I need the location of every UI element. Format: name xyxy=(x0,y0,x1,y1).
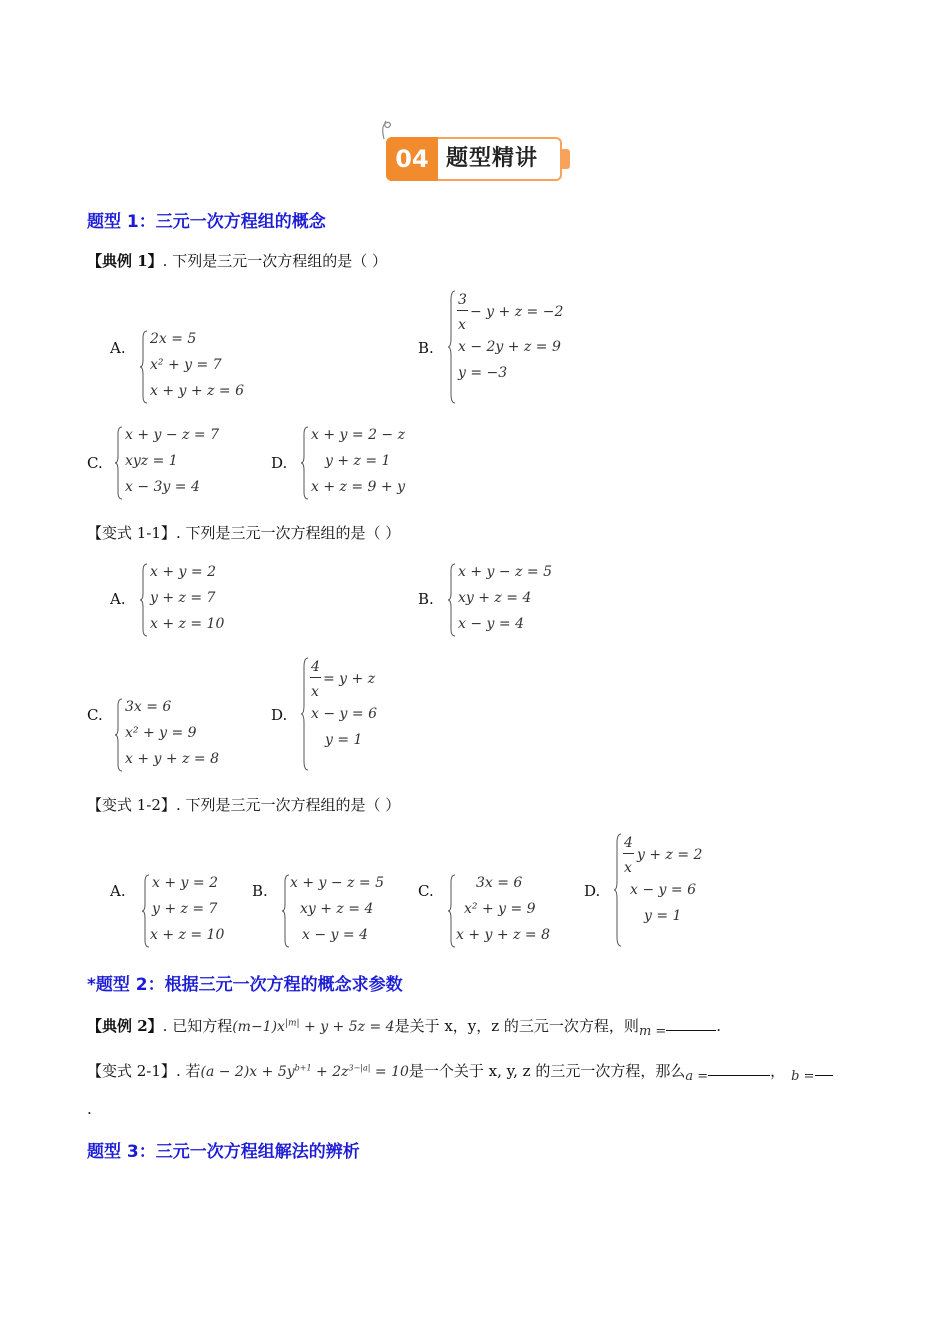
topic1-heading: 题型 1：三元一次方程组的概念 xyxy=(87,212,326,232)
equation: x + y − z = 5 xyxy=(290,875,384,891)
var21-tag: 【变式 2-1】 xyxy=(87,1062,176,1080)
var12-tag: 【变式 1-2】 xyxy=(87,796,176,814)
brace-icon xyxy=(282,874,290,948)
var21-question xyxy=(87,1060,833,1084)
var21-eq-sup: b+1 xyxy=(294,1063,312,1073)
var21-equation xyxy=(200,1064,408,1080)
equation: x + y = 2 xyxy=(150,564,216,580)
equation: 2x = 5 xyxy=(150,331,197,347)
var12-option-b-label: B. xyxy=(252,882,268,900)
banner-title: 题型精讲 xyxy=(446,146,539,171)
var21-separator: ， xyxy=(770,1062,786,1080)
equation: x − y = 4 xyxy=(458,616,524,632)
section-banner xyxy=(386,137,566,183)
var21-eq-part: + 2z xyxy=(311,1064,349,1080)
brace-icon xyxy=(115,426,123,500)
var11-option-b-system xyxy=(448,563,558,639)
var11-option-a-system xyxy=(140,563,250,639)
ex2-pre: . 已知方程 xyxy=(162,1017,233,1035)
equation: x + y = 2 xyxy=(152,875,218,891)
equation: x + y + z = 8 xyxy=(456,927,550,943)
equation: y + z = 1 xyxy=(325,453,391,469)
equation: x − y = 6 xyxy=(311,706,377,722)
brace-icon xyxy=(448,874,456,948)
ex2-answer-blank[interactable] xyxy=(666,1016,716,1031)
var11-option-d-system xyxy=(301,657,411,773)
equation: x − 3y = 4 xyxy=(125,479,200,495)
ex2-question xyxy=(87,1015,722,1039)
fraction-bar xyxy=(457,310,468,311)
var21-answer-b-blank[interactable] xyxy=(815,1061,833,1076)
equation: 3x = 6 xyxy=(125,699,172,715)
equation: x² + y = 9 xyxy=(464,901,536,917)
banner-number: 04 xyxy=(386,137,438,181)
equation: y = −3 xyxy=(458,365,508,381)
var12-option-c-system xyxy=(448,874,558,950)
var11-option-c-label: C. xyxy=(87,706,103,724)
equation: x + y − z = 5 xyxy=(458,564,552,580)
ex2-tag: 【典例 2】 xyxy=(87,1017,163,1035)
var21-answer-a-blank[interactable] xyxy=(708,1061,770,1076)
brace-icon xyxy=(301,426,309,500)
var12-option-d-system xyxy=(614,833,724,949)
var12-text: . 下列是三元一次方程组的是（ ） xyxy=(175,796,401,814)
ex2-eq-part: (m−1)x xyxy=(232,1019,285,1035)
fraction-bar xyxy=(310,677,321,678)
equation: xy + z = 4 xyxy=(458,590,532,606)
equation: y = 1 xyxy=(325,732,363,748)
ex2-eq-sup: |m| xyxy=(284,1018,300,1029)
var12-option-d-label: D. xyxy=(584,882,601,900)
equation: x − y = 4 xyxy=(302,927,368,943)
var21-eq-sup: 3−|a| xyxy=(348,1063,371,1073)
var12-option-a-label: A. xyxy=(110,882,126,900)
ex1-option-c-system xyxy=(115,426,225,502)
var12-option-c-label: C. xyxy=(418,882,434,900)
var21-post: 是一个关于 x, y, z 的三元一次方程，那么 xyxy=(408,1062,686,1080)
equation: x² + y = 9 xyxy=(125,725,197,741)
var11-option-c-system xyxy=(115,698,225,774)
equation: x + y + z = 8 xyxy=(125,751,219,767)
equation: x + y = 2 − z xyxy=(311,427,405,443)
equation: x + z = 10 xyxy=(150,927,225,943)
ex1-option-b-label: B. xyxy=(418,339,434,357)
equation: xyz = 1 xyxy=(125,453,178,469)
brace-icon xyxy=(140,563,148,637)
fraction-denominator: x xyxy=(311,684,319,700)
equation: x − 2y + z = 9 xyxy=(458,339,561,355)
var12-option-b-system xyxy=(282,874,392,950)
ex2-equation xyxy=(232,1019,394,1035)
fraction-bar xyxy=(623,853,634,854)
topic3-heading: 题型 3：三元一次方程组解法的辨析 xyxy=(87,1142,360,1162)
equation: 3x = 6 xyxy=(476,875,523,891)
equation: x − y = 6 xyxy=(630,882,696,898)
var21-eq-part: = 10 xyxy=(370,1064,409,1080)
equation: x + z = 9 + y xyxy=(311,479,405,495)
equation: x + y − z = 7 xyxy=(125,427,219,443)
ex1-option-d-system xyxy=(301,426,411,502)
brace-icon xyxy=(301,657,309,771)
banner-tab xyxy=(560,149,570,169)
ex2-answer-label: m = xyxy=(638,1024,667,1039)
ex2-post: 是关于 x，y，z 的三元一次方程，则 xyxy=(394,1017,639,1035)
ex1-option-a-system xyxy=(140,330,260,406)
brace-icon xyxy=(142,874,150,948)
var11-option-d-label: D. xyxy=(271,706,288,724)
topic2-heading: *题型 2：根据三元一次方程的概念求参数 xyxy=(87,975,403,995)
ex1-option-c-label: C. xyxy=(87,454,103,472)
fraction-numerator: 3 xyxy=(458,292,467,308)
equation: xy + z = 4 xyxy=(300,901,374,917)
brace-icon xyxy=(448,563,456,637)
equation: y + z = 7 xyxy=(152,901,218,917)
var11-tag: 【变式 1-1】 xyxy=(87,524,176,542)
var21-tail: . xyxy=(87,1100,92,1118)
var11-question xyxy=(87,522,400,543)
var21-answer-b-label: b = xyxy=(791,1069,815,1084)
equation: x² + y = 7 xyxy=(150,357,222,373)
equation: x + z = 10 xyxy=(150,616,225,632)
ex1-tag: 【典例 1】 xyxy=(87,252,163,270)
fraction-numerator: 4 xyxy=(311,659,320,675)
equation: y = 1 xyxy=(644,908,682,924)
var21-eq-part: (a − 2)x + 5y xyxy=(200,1064,295,1080)
var11-option-b-label: B. xyxy=(418,590,434,608)
fraction-denominator: x xyxy=(624,860,632,876)
fraction-denominator: x xyxy=(458,317,466,333)
brace-icon xyxy=(614,833,622,947)
equation: = y + z xyxy=(323,671,376,687)
var21-answer-a-label: a = xyxy=(685,1069,709,1084)
ex1-option-a-label: A. xyxy=(110,339,126,357)
equation: − y + z = −2 xyxy=(470,304,564,320)
ex2-end: . xyxy=(716,1017,722,1035)
brace-icon xyxy=(140,330,148,404)
var11-option-a-label: A. xyxy=(110,590,126,608)
brace-icon xyxy=(448,290,456,404)
ex1-option-d-label: D. xyxy=(271,454,288,472)
var12-question xyxy=(87,794,400,815)
equation: x + y + z = 6 xyxy=(150,383,244,399)
ex1-option-b-system xyxy=(448,290,578,406)
ex1-question xyxy=(87,250,387,271)
ex2-eq-part: + y + 5z = 4 xyxy=(299,1019,395,1035)
brace-icon xyxy=(115,698,123,772)
var11-text: . 下列是三元一次方程组的是（ ） xyxy=(175,524,401,542)
equation: y + z = 2 xyxy=(637,847,703,863)
equation: y + z = 7 xyxy=(150,590,216,606)
var12-option-a-system xyxy=(142,874,242,950)
fraction-numerator: 4 xyxy=(624,835,633,851)
ex1-text: . 下列是三元一次方程组的是（ ） xyxy=(162,252,387,270)
var21-pre: . 若 xyxy=(175,1062,201,1080)
